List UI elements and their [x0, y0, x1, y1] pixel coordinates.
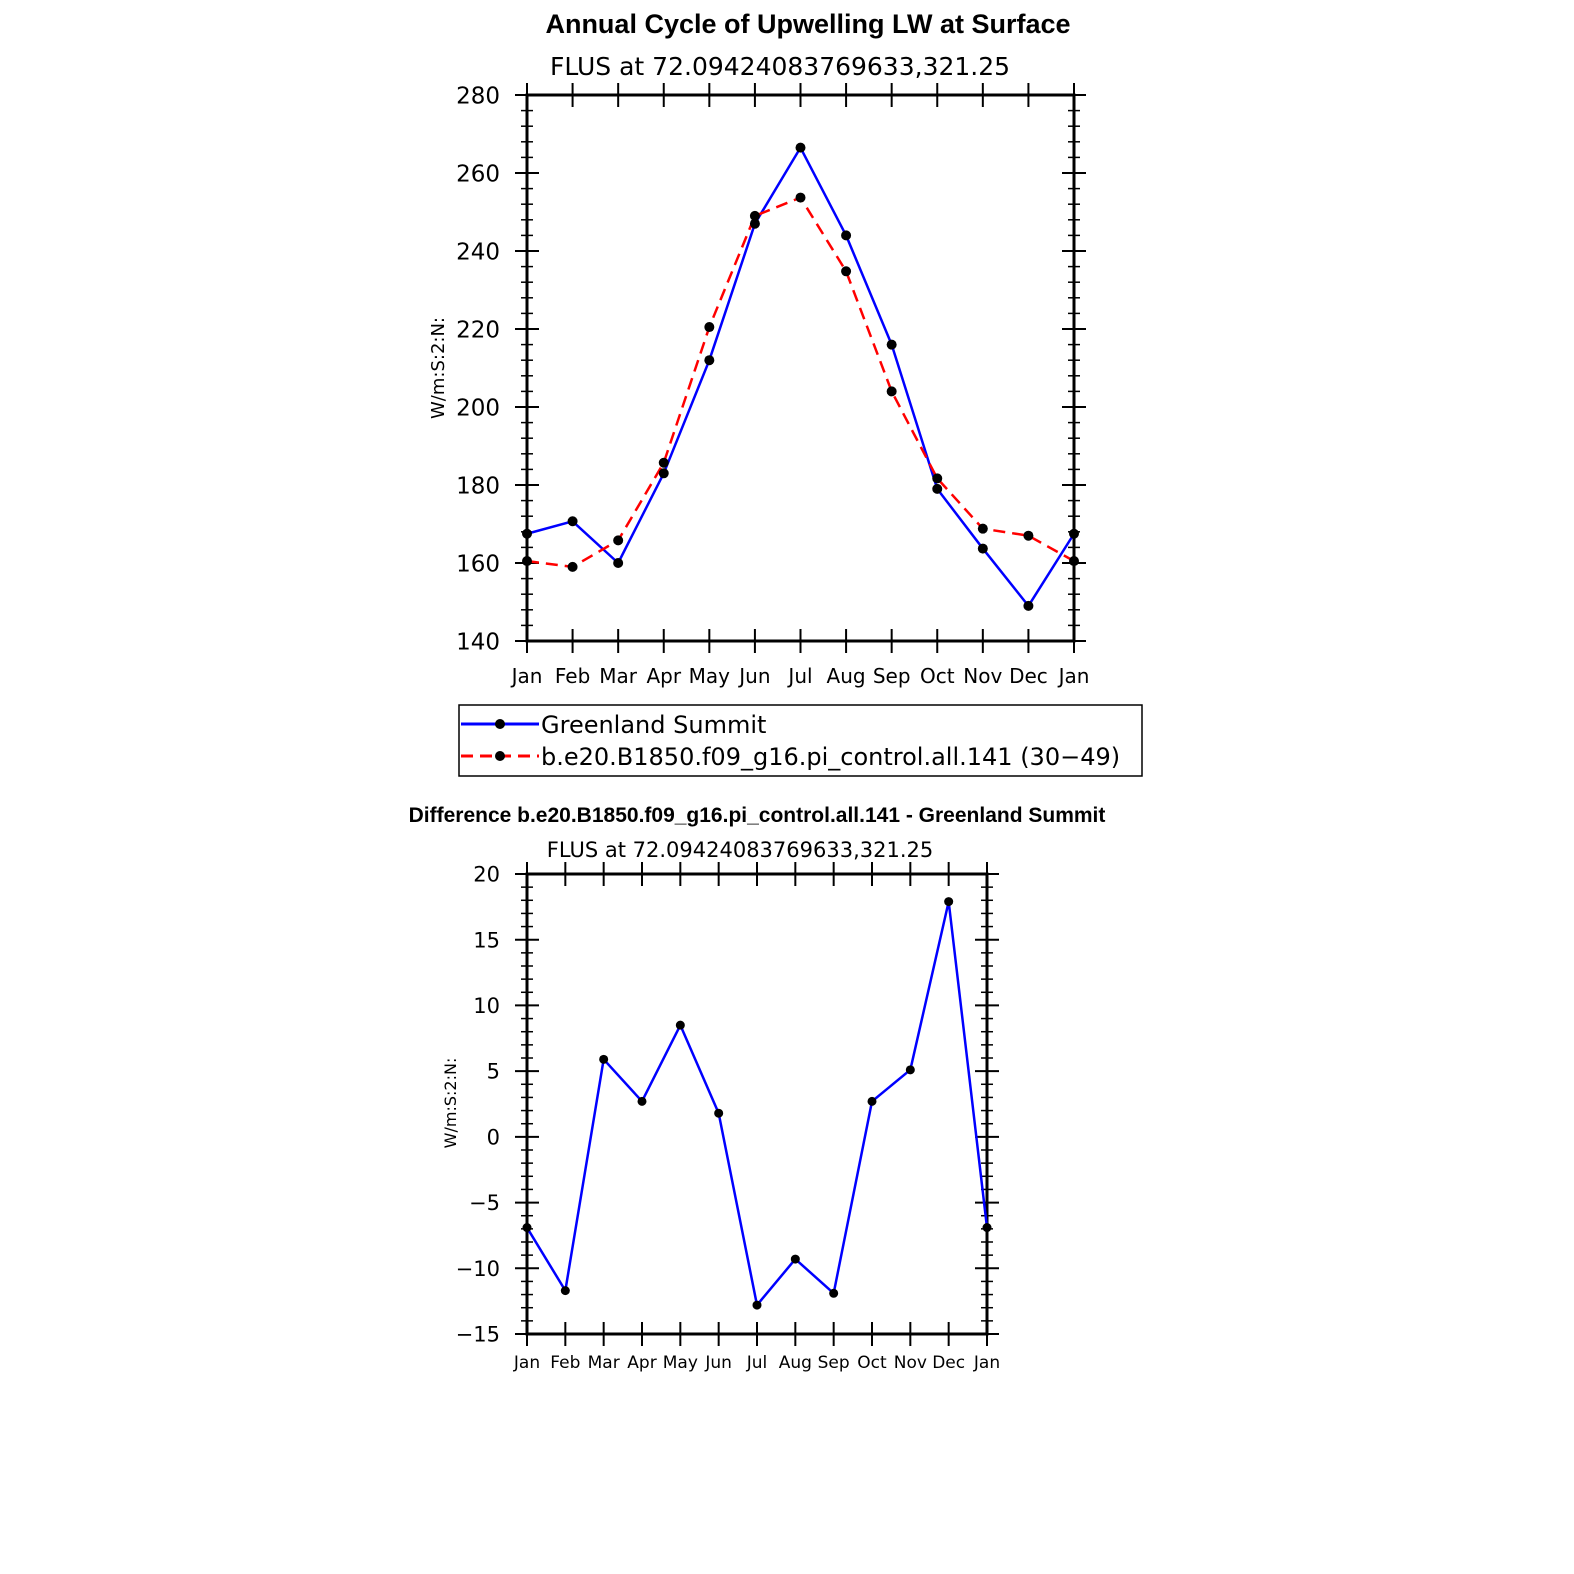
series-0-point	[868, 1097, 877, 1106]
series-0-point	[568, 516, 578, 526]
legend-label-model: b.e20.B1850.f09_g16.pi_control.all.141 (30−49)	[541, 743, 1121, 771]
chart-title: Difference b.e20.B1850.f09_g16.pi_control.all.141 - Greenland Summit	[408, 804, 1106, 827]
x-tick-label: Jan	[973, 1353, 1001, 1373]
x-tick-label: Jul	[746, 1353, 768, 1373]
series-line-1	[527, 198, 1074, 567]
series-1-point	[568, 562, 578, 572]
y-axis-label: W/m:S:2:N:	[441, 1057, 460, 1149]
series-0-point	[613, 558, 623, 568]
series-1-point	[932, 473, 942, 483]
y-tick-labels	[456, 83, 500, 655]
x-tick-label: May	[662, 1353, 698, 1373]
x-tick-label: Jan	[1058, 664, 1090, 688]
series-0-point	[522, 529, 532, 539]
y-tick-label: 5	[486, 1059, 500, 1084]
series-0-point	[714, 1109, 723, 1118]
series-1-point	[978, 524, 988, 534]
series-0-point	[659, 468, 669, 478]
series-0-point	[978, 544, 988, 554]
series-0-point	[1069, 529, 1079, 539]
legend	[459, 705, 1142, 776]
series-0-point	[906, 1065, 915, 1074]
series-0-point	[561, 1286, 570, 1295]
series-1-point	[796, 193, 806, 203]
series-0-point	[638, 1097, 647, 1106]
x-tick-label: Oct	[857, 1353, 887, 1373]
x-tick-label: Dec	[932, 1353, 966, 1373]
series-1-point	[841, 266, 851, 276]
series-0-point	[983, 1223, 992, 1232]
series-1-point	[887, 386, 897, 396]
legend-marker-greenland-summit	[495, 719, 505, 729]
chart-subtitle: FLUS at 72.09424083769633,321.25	[549, 52, 1011, 81]
x-tick-label: Apr	[627, 1353, 657, 1373]
series-line-0	[527, 148, 1074, 606]
series-1-point	[613, 535, 623, 545]
y-tick-label: 220	[456, 317, 500, 344]
x-tick-label: Jan	[511, 664, 543, 688]
x-tick-label: Apr	[646, 664, 682, 688]
series-group	[523, 897, 992, 1309]
series-0-point	[704, 355, 714, 365]
series-0-point	[932, 484, 942, 494]
axis-ticks	[515, 83, 1086, 653]
y-tick-label: 160	[456, 551, 500, 578]
x-tick-label: Nov	[893, 1353, 927, 1373]
series-1-point	[1023, 531, 1033, 541]
series-line-0	[527, 902, 987, 1305]
series-0-point	[791, 1255, 800, 1264]
y-tick-label: 260	[456, 161, 500, 188]
y-tick-label: 15	[473, 928, 500, 953]
y-tick-label: 140	[456, 629, 500, 656]
x-tick-labels	[510, 664, 1090, 688]
y-tick-label: 20	[473, 862, 500, 887]
x-tick-labels	[513, 1353, 1000, 1373]
x-tick-label: Sep	[872, 664, 911, 688]
series-1-point	[750, 211, 760, 221]
y-tick-label: 0	[486, 1125, 500, 1150]
x-tick-label: Jul	[788, 664, 813, 688]
x-tick-label: Mar	[587, 1353, 620, 1373]
series-1-point	[659, 458, 669, 468]
x-tick-label: Nov	[963, 664, 1003, 688]
series-1-point	[522, 556, 532, 566]
series-0-point	[523, 1223, 532, 1232]
x-tick-label: Jan	[513, 1353, 541, 1373]
x-tick-label: Feb	[554, 664, 591, 688]
difference-chart	[409, 804, 1106, 1373]
series-0-point	[829, 1289, 838, 1298]
chart-title: Annual Cycle of Upwelling LW at Surface	[545, 9, 1071, 39]
legend-label-greenland-summit: Greenland Summit	[541, 711, 767, 739]
y-tick-label: −5	[469, 1191, 500, 1216]
x-tick-label: Dec	[1009, 664, 1048, 688]
series-1-point	[1069, 556, 1079, 566]
y-tick-label: 180	[456, 473, 500, 500]
y-tick-labels	[456, 863, 500, 1347]
y-tick-label: 280	[456, 83, 500, 110]
axis-ticks	[515, 862, 999, 1346]
series-0-point	[887, 340, 897, 350]
x-tick-label: Jun	[739, 664, 771, 688]
y-tick-label: −10	[455, 1256, 500, 1281]
y-tick-label: 200	[456, 395, 500, 422]
series-0-point	[753, 1301, 762, 1310]
x-tick-label: Aug	[826, 664, 866, 688]
series-0-point	[796, 143, 806, 153]
legend-marker-model	[495, 751, 505, 761]
y-tick-label: −15	[455, 1322, 500, 1347]
x-tick-label: Jun	[705, 1353, 732, 1373]
annual-cycle-chart	[428, 9, 1142, 776]
y-tick-label: 240	[456, 239, 500, 266]
series-0-point	[944, 897, 953, 906]
series-1-point	[704, 322, 714, 332]
series-group	[522, 143, 1079, 611]
x-tick-label: Sep	[817, 1353, 850, 1373]
x-tick-label: Aug	[778, 1353, 812, 1373]
x-tick-label: Oct	[919, 664, 955, 688]
series-0-point	[841, 230, 851, 240]
series-0-point	[1023, 601, 1033, 611]
series-0-point	[676, 1021, 685, 1030]
chart-subtitle: FLUS at 72.09424083769633,321.25	[546, 838, 934, 862]
x-tick-label: Mar	[599, 664, 638, 688]
x-tick-label: May	[688, 664, 731, 688]
y-axis-label: W/m:S:2:N:	[428, 317, 449, 419]
y-tick-label: 10	[473, 993, 500, 1018]
x-tick-label: Feb	[550, 1353, 581, 1373]
series-0-point	[599, 1055, 608, 1064]
